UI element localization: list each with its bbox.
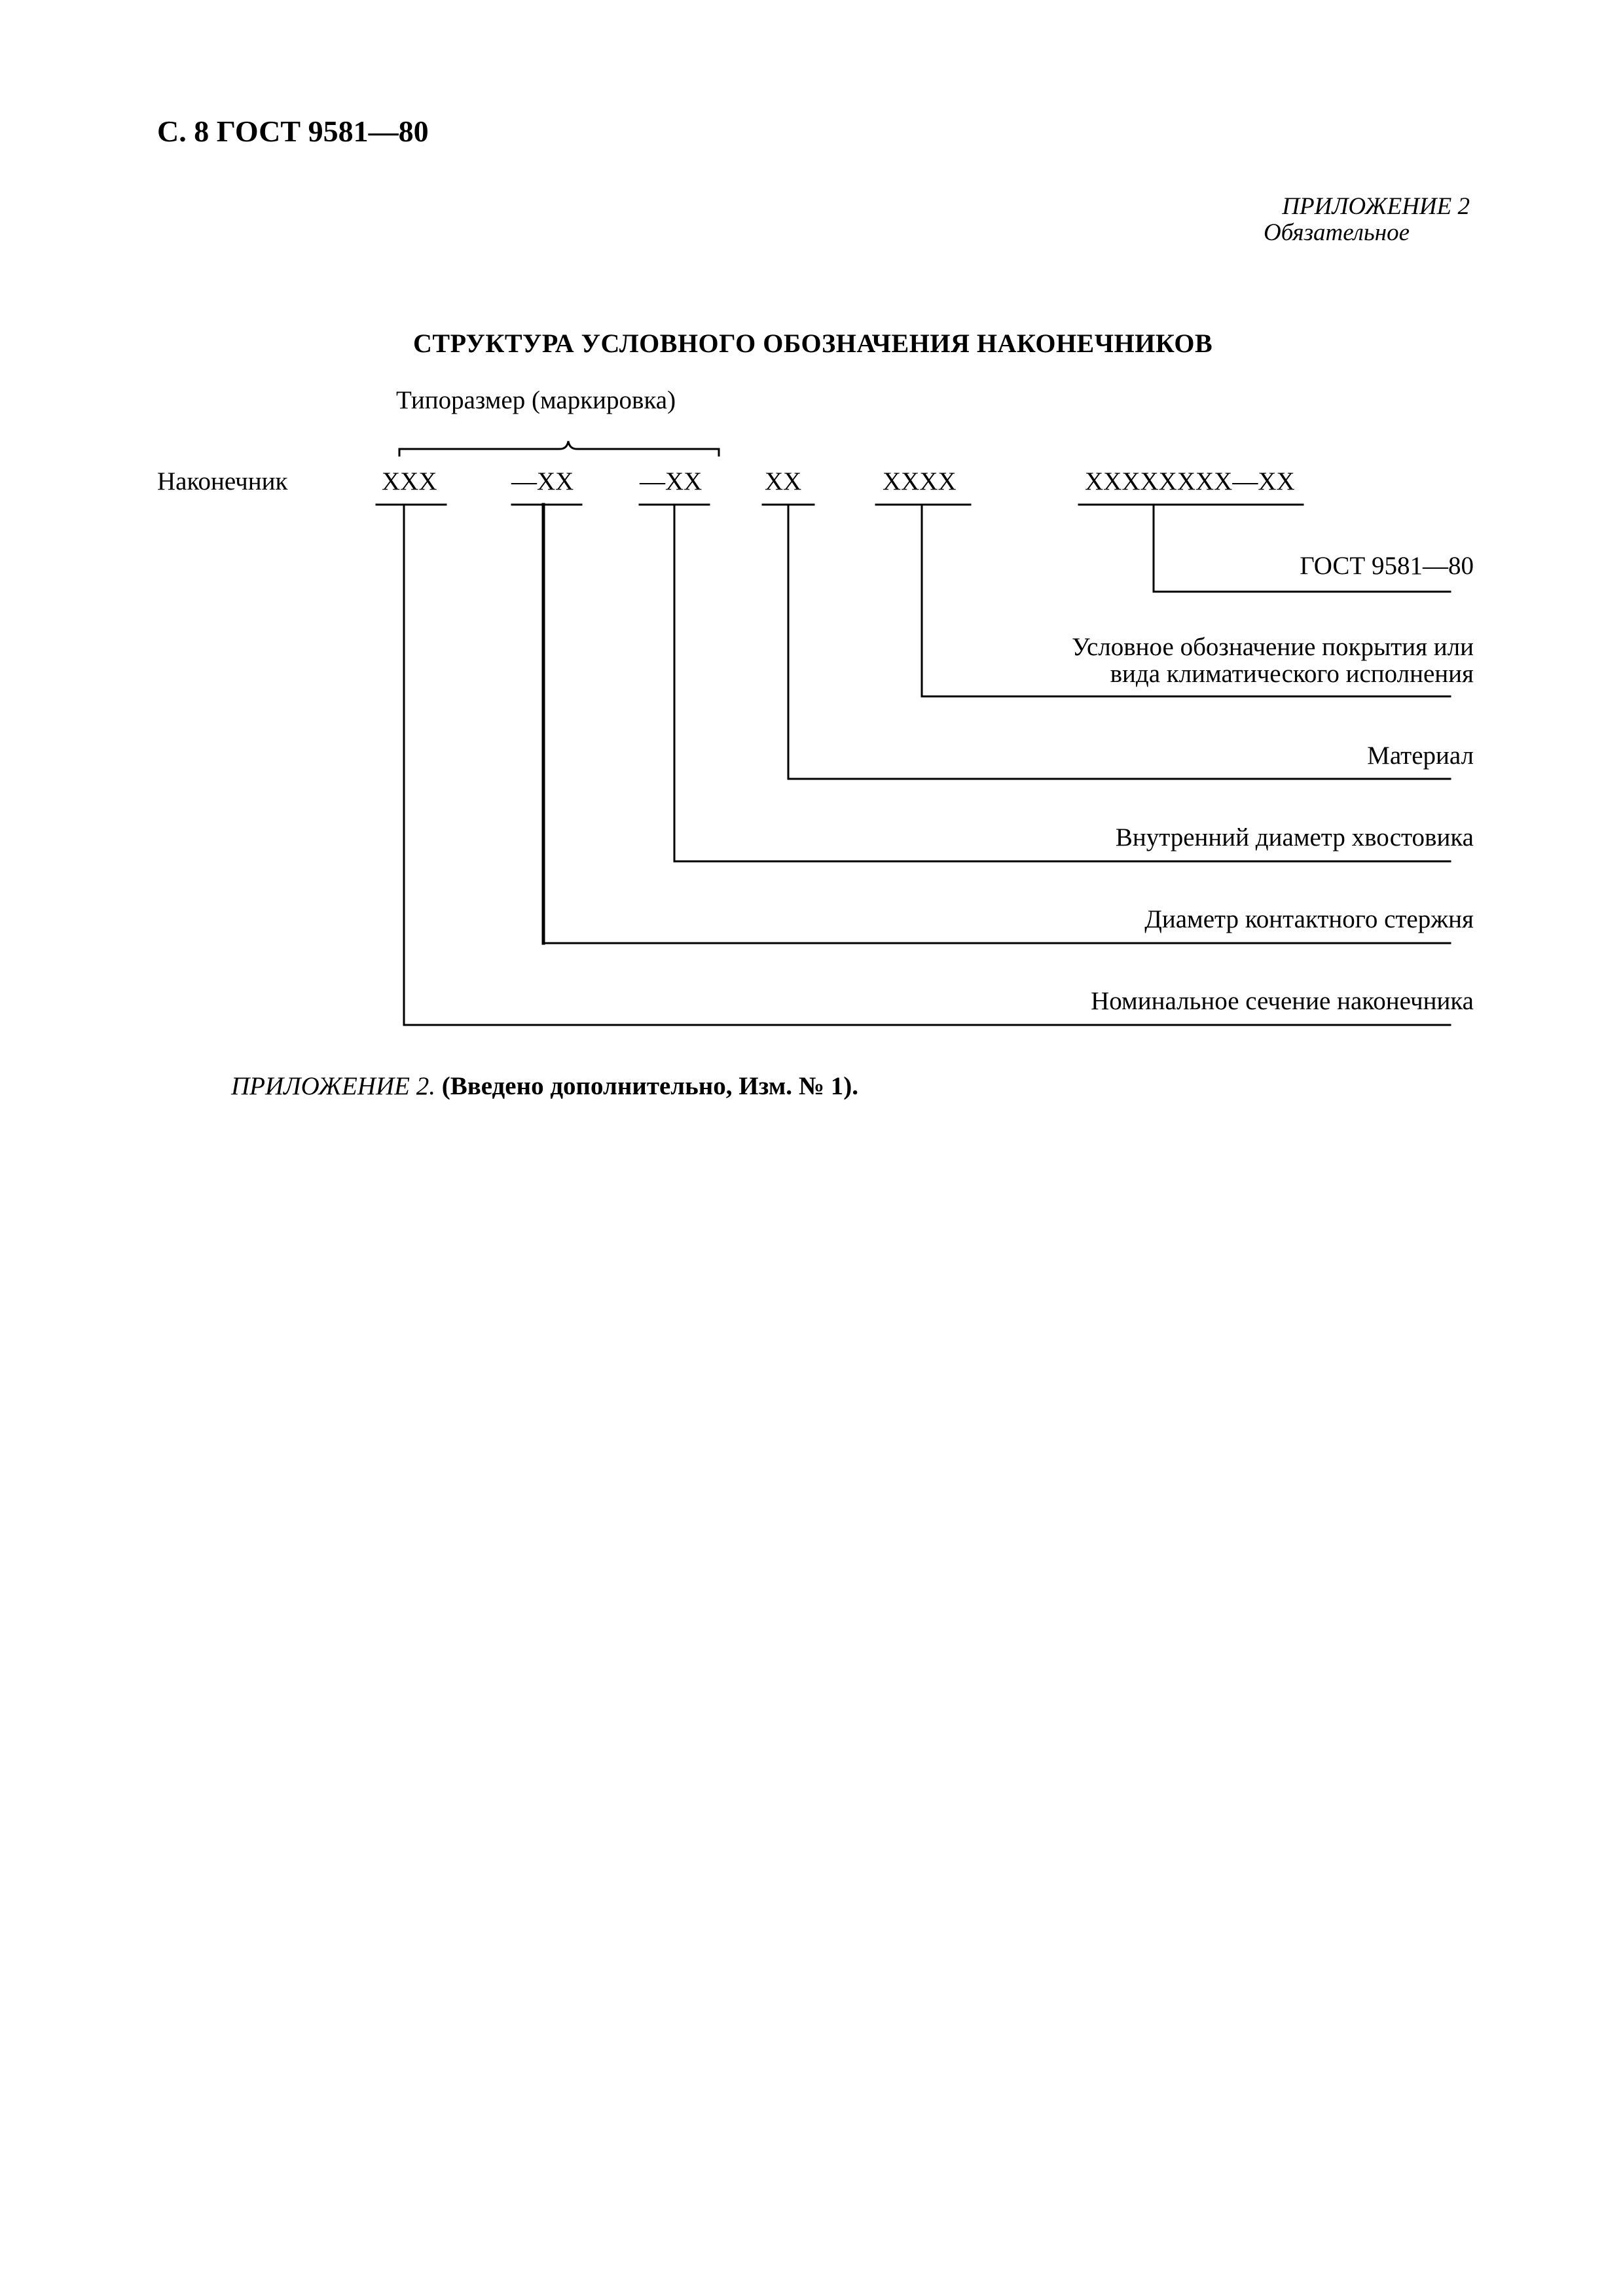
footnote bbox=[231, 1073, 858, 1099]
code-material: XX bbox=[765, 467, 802, 495]
code-shank-diameter: —XX bbox=[640, 467, 702, 495]
code-coating: XXXX bbox=[883, 467, 957, 495]
group-label: Типоразмер (маркировка) bbox=[396, 386, 676, 414]
code-cross-section: XXX bbox=[382, 467, 437, 495]
label-standard: ГОСТ 9581—80 bbox=[1300, 552, 1474, 580]
label-rod-diameter: Диаметр контактного стержня bbox=[1144, 905, 1474, 933]
appendix-subtitle: Обязательное bbox=[1263, 219, 1410, 246]
group-brace bbox=[399, 441, 719, 456]
label-cross-section: Номинальное сечение наконечника bbox=[1091, 987, 1474, 1015]
label-coating-line1: Условное обозначение покрытия или bbox=[1072, 633, 1474, 661]
document-title: СТРУКТУРА УСЛОВНОГО ОБОЗНАЧЕНИЯ НАКОНЕЧНИКОВ bbox=[413, 329, 1213, 358]
appendix-title: ПРИЛОЖЕНИЕ 2 bbox=[1282, 193, 1470, 220]
label-coating-line2: вида климатического исполнения bbox=[1110, 660, 1474, 688]
code-rod-diameter: —XX bbox=[511, 467, 574, 495]
footnote-appendix-ref: ПРИЛОЖЕНИЕ 2. bbox=[231, 1072, 435, 1100]
footnote-amendment: (Введено дополнительно, Изм. № 1). bbox=[441, 1072, 858, 1100]
code-standard: XXXXXXXX—XX bbox=[1085, 467, 1295, 495]
label-material: Материал bbox=[1367, 742, 1474, 770]
page-header: С. 8 ГОСТ 9581—80 bbox=[157, 115, 429, 148]
label-shank-diameter: Внутренний диаметр хвостовика bbox=[1115, 823, 1474, 852]
item-name: Наконечник bbox=[157, 467, 288, 495]
